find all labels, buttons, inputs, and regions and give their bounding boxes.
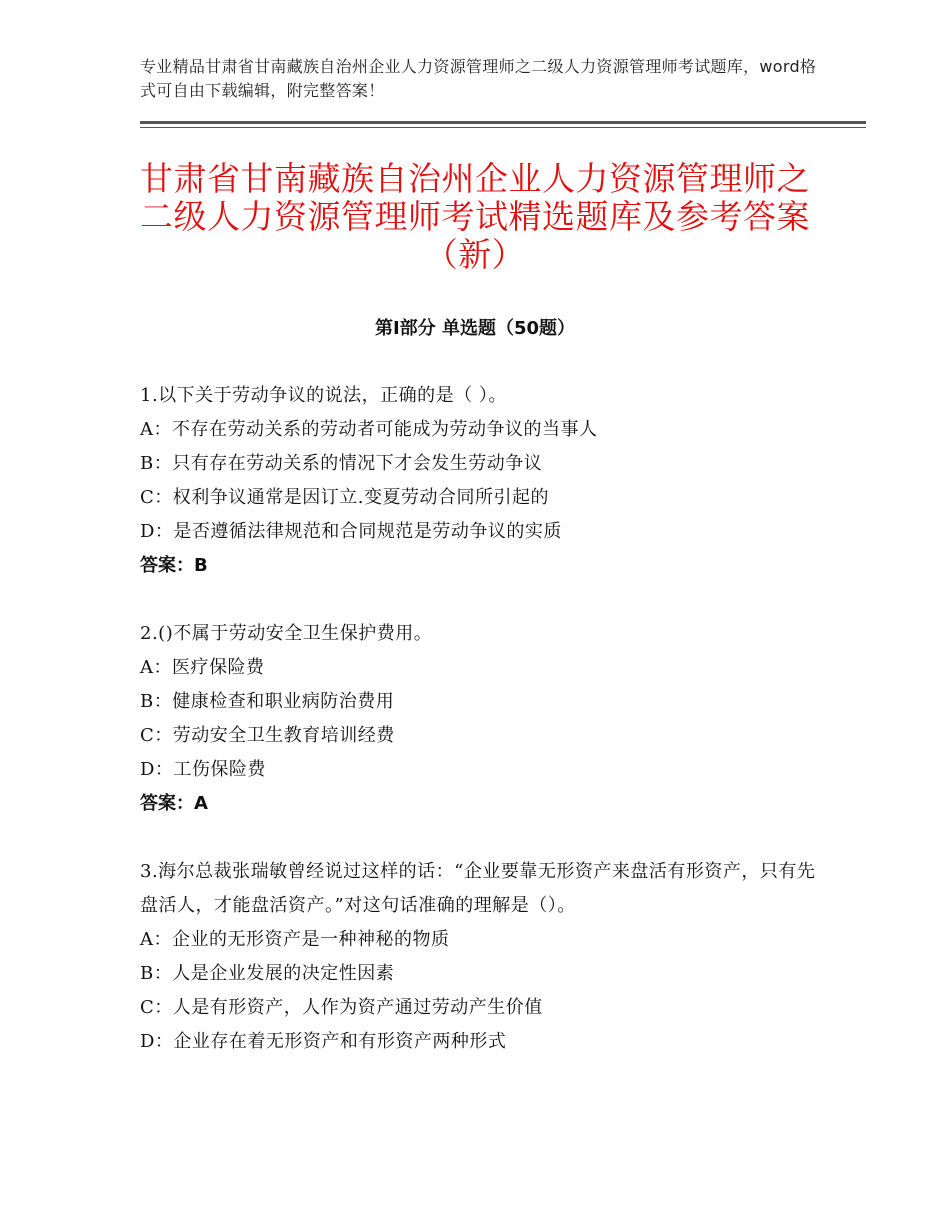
question-list <box>140 379 820 1093</box>
header-note: 专业精品甘肃省甘南藏族自治州企业人力资源管理师之二级人力资源管理师考试题库，word格式可自由下载编辑，附完整答案！ <box>140 57 817 100</box>
option-b: B：人是企业发展的决定性因素 <box>140 963 395 984</box>
option-c: C：权利争议通常是因订立.变夏劳动合同所引起的 <box>140 487 549 508</box>
question-1 <box>140 379 820 583</box>
question-stem: 1.以下关于劳动争议的说法，正确的是（ ）。 <box>140 385 507 406</box>
option-c: C：人是有形资产，人作为资产通过劳动产生价值 <box>140 997 543 1018</box>
option-d: D：企业存在着无形资产和有形资产两种形式 <box>140 1031 507 1052</box>
option-a: A：医疗保险费 <box>140 657 265 678</box>
header-divider-thin <box>140 127 866 128</box>
question-2 <box>140 617 820 821</box>
answer: 答案：A <box>140 793 208 814</box>
document-title: 甘肃省甘南藏族自治州企业人力资源管理师之二级人力资源管理师考试精选题库及参考答案（新） <box>140 159 810 274</box>
option-b: B：健康检查和职业病防治费用 <box>140 691 395 712</box>
option-d: D：工伤保险费 <box>140 759 266 780</box>
answer: 答案：B <box>140 555 208 576</box>
option-a: A：不存在劳动关系的劳动者可能成为劳动争议的当事人 <box>140 419 598 440</box>
question-stem: 2.()不属于劳动安全卫生保护费用。 <box>140 623 433 644</box>
option-b: B：只有存在劳动关系的情况下才会发生劳动争议 <box>140 453 543 474</box>
question-3 <box>140 855 820 1059</box>
option-c: C：劳动安全卫生教育培训经费 <box>140 725 395 746</box>
question-stem: 3.海尔总裁张瑞敏曾经说过这样的话：“企业要靠无形资产来盘活有形资产，只有先盘活人，才能盘活资产。”对这句话准确的理解是（）。 <box>140 861 816 916</box>
option-a: A：企业的无形资产是一种神秘的物质 <box>140 929 450 950</box>
section-title: 第Ⅰ部分 单选题（50题） <box>374 318 575 339</box>
option-d: D：是否遵循法律规范和合同规范是劳动争议的实质 <box>140 521 562 542</box>
header-divider-thick <box>140 121 866 124</box>
